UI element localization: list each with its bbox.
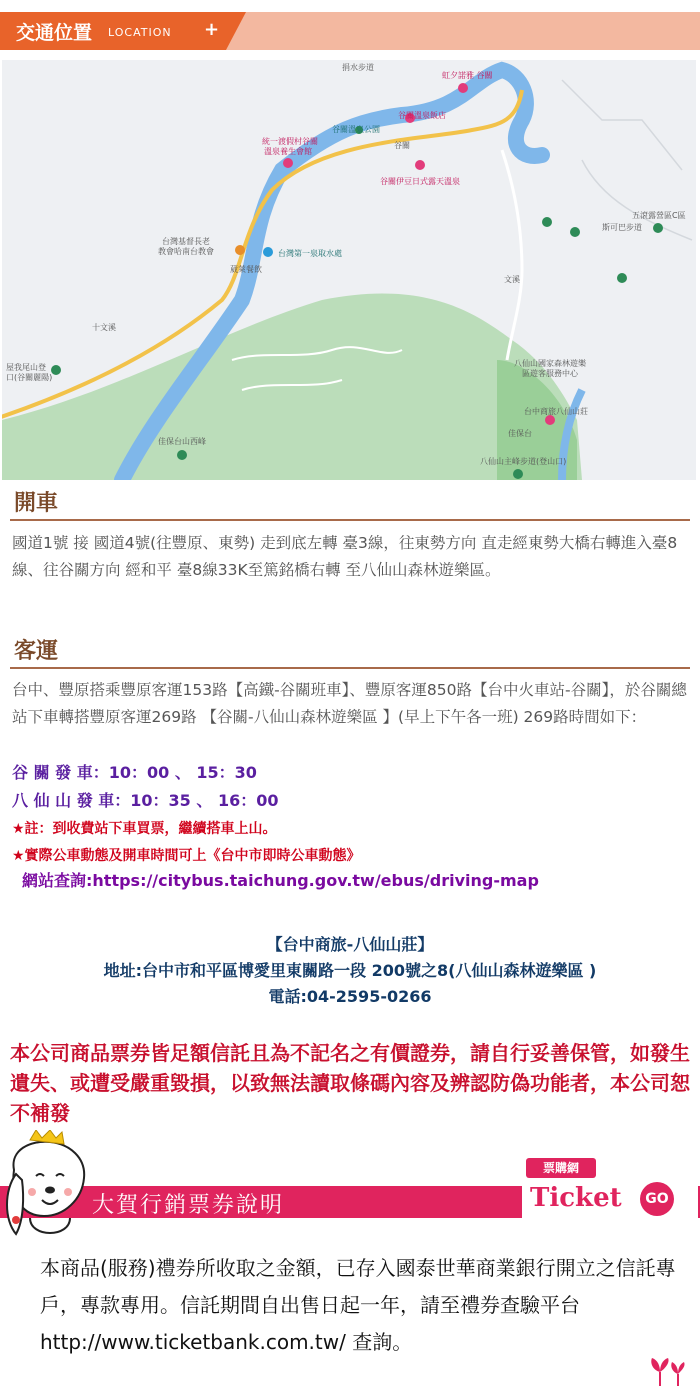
location-subtitle: LOCATION	[108, 26, 172, 39]
map-label: 谷關伊豆日式露天溫泉	[380, 177, 460, 186]
hotel-name: 【台中商旅-八仙山莊】	[266, 935, 434, 954]
ticketgo-tag: 票購網	[526, 1158, 596, 1178]
bus-note-ticket: ★註：到收費站下車買票，繼續搭車上山。	[12, 821, 277, 837]
map-label: 葳萊餐飲	[230, 265, 262, 274]
map-label: 八仙山主峰步道(登山口)	[480, 457, 567, 466]
location-title: 交通位置	[16, 22, 93, 44]
trust-disclosure-text: 本商品(服務)禮券所收取之金額，已存入國泰世華商業銀行開立之信託專戶，專款專用。信託期間自出售日起一年，請至禮券查驗平台http://www.ticketbank.com.tw/ 查詢。	[40, 1256, 676, 1354]
map-label: 虹夕諾雅 谷關	[442, 71, 493, 80]
dog-mascot-icon	[0, 1130, 96, 1260]
map-label: 台灣第一泉取水處	[278, 249, 342, 258]
map-graphic	[2, 60, 696, 480]
driving-text: 國道1號 接 國道4號(往豐原、東勢) 走到底左轉 臺3線，往東勢方向 直走經東勢大橋右轉進入臺8線、往谷關方向 經和平 臺8線33K至篤銘橋右轉 至八仙山森林遊樂區。	[12, 534, 678, 579]
map-label: 區遊客服務中心	[522, 369, 578, 378]
map-label: 台灣基督長老	[162, 237, 210, 246]
expand-plus-icon[interactable]: +	[204, 19, 220, 40]
map-label: 統一渡假村谷關	[262, 137, 318, 146]
map-label: 谷關溫泉公園	[332, 125, 380, 134]
hotel-phone[interactable]: 電話:04-2595-0266	[268, 987, 432, 1006]
map-label: 八仙山國家森林遊樂	[514, 359, 586, 368]
map-label: 台中商旅八仙山莊	[524, 407, 588, 416]
map-label: 斯可巴步道	[602, 223, 642, 232]
ticketgo-logo-text: Ticket	[530, 1183, 622, 1213]
bus-text: 台中、豐原搭乘豐原客運153路【高鐵-谷關班車】、豐原客運850路【台中火車站-谷關】，於谷關總站下車轉搭豐原客運269路 【谷關-八仙山森林遊樂區 】(早上下午各一班) 269路時間如下：	[12, 681, 687, 726]
map-label: 十文溪	[92, 323, 116, 332]
bus-schedule-baxianshan: 八 仙 山 發 車：10：35 、 16：00	[12, 791, 279, 810]
map-label: 文溪	[504, 275, 520, 284]
map-label: 教會哈南台教會	[158, 247, 214, 256]
map-label: 佳保台	[508, 429, 532, 438]
location-map[interactable]	[2, 60, 696, 480]
map-label: 口(谷關麗陽)	[6, 373, 53, 382]
map-label: 屋我尾山登	[6, 363, 46, 372]
voucher-warning: 本公司商品票券皆足額信託且為不記名之有價證券，請自行妥善保管，如發生遺失、或遭受嚴重毀損，以致無法讀取條碼內容及辨認防偽功能者，本公司恕不補發	[10, 1041, 690, 1125]
ticketgo-go-badge: GO	[640, 1182, 674, 1216]
driving-divider	[10, 519, 690, 521]
map-label: 溫泉養生會館	[264, 147, 312, 156]
map-label: 谷關溫泉飯店	[398, 111, 446, 120]
bus-note-realtime: ★實際公車動態及開車時間可上《台中市即時公車動態》	[12, 848, 361, 864]
bus-divider	[10, 667, 690, 669]
hotel-address: 地址:台中市和平區博愛里東關路一段 200號之8(八仙山森林遊樂區 )	[103, 961, 597, 980]
bus-schedule-guguan: 谷 關 發 車：10：00 、 15：30	[12, 763, 257, 782]
driving-title: 開車	[14, 491, 59, 516]
map-label: 捐水步道	[342, 63, 374, 72]
bus-title: 客運	[14, 639, 59, 664]
map-label: 佳保台山西峰	[158, 437, 206, 446]
map-label: 谷關	[394, 141, 410, 150]
banner-title: 大賀行銷票券說明	[92, 1193, 285, 1218]
sprout-icon	[648, 1352, 688, 1388]
map-label: 五滾露營區C區	[632, 211, 686, 220]
bus-website-link[interactable]: 網站查詢:https://citybus.taichung.gov.tw/ebus/driving-map	[22, 871, 539, 890]
